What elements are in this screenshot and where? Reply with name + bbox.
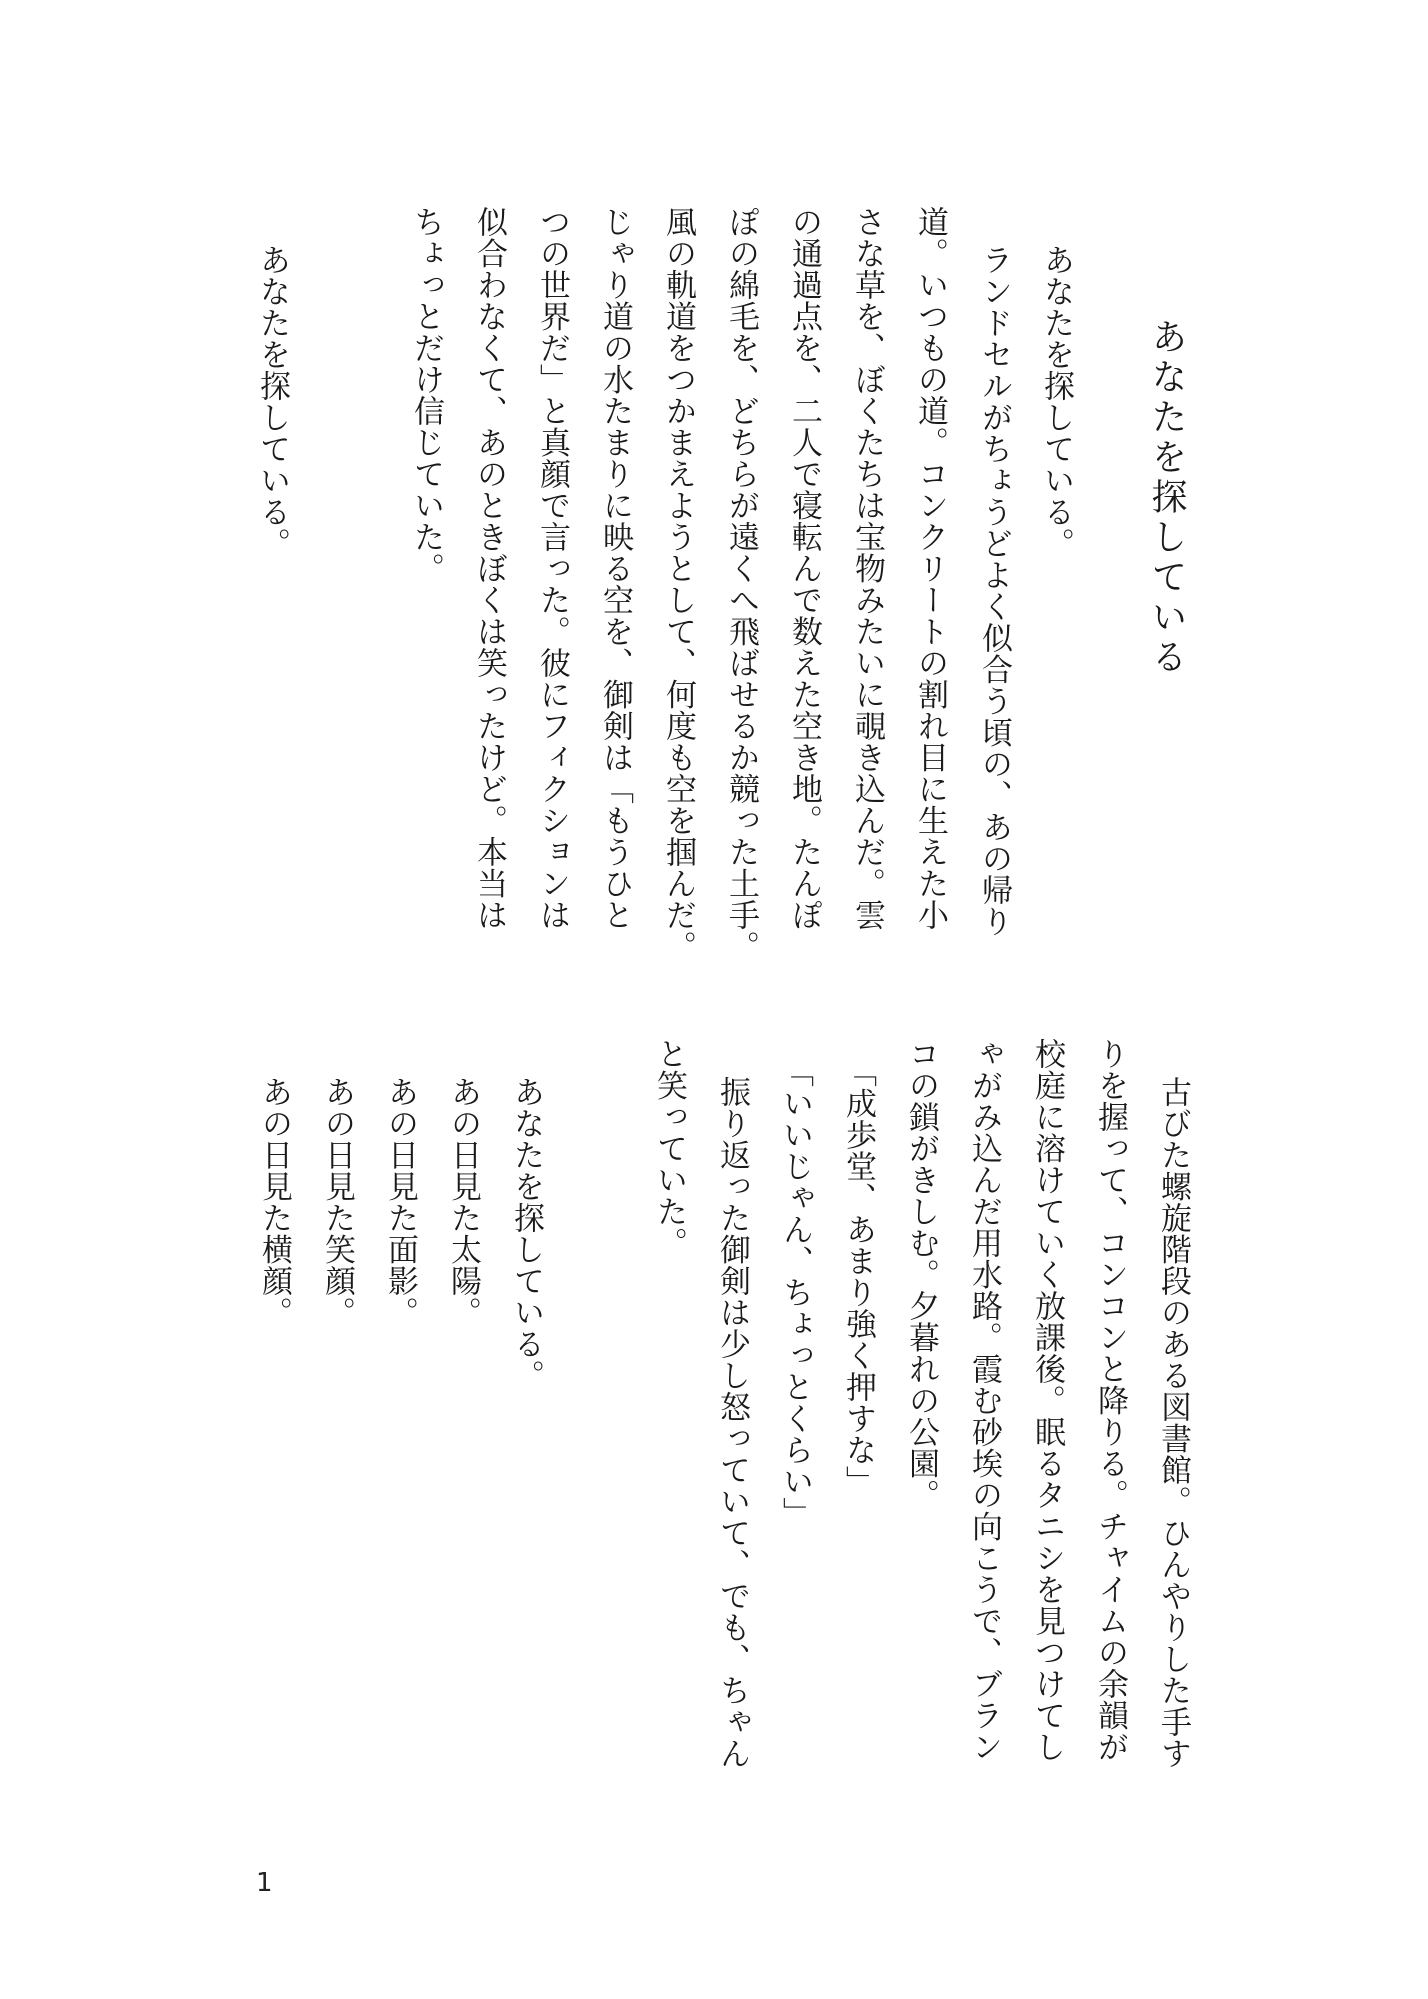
text-line: あの日見た太陽。 xyxy=(445,1076,481,1328)
text-line: 似合わなくて、あのときぼくは笑ったけど。本当は xyxy=(471,206,507,931)
text-line: ぽの綿毛を、どちらが遠くへ飛ばせるか競った土手。 xyxy=(723,206,759,962)
text-line: さな草を、ぼくたちは宝物みたいに覗き込んだ。雲 xyxy=(849,206,885,931)
text-line: ランドセルがちょうどよく似合う頃の、あの帰り xyxy=(976,244,1012,937)
text-line: ゃがみ込んだ用水路。霞む砂埃の向こうで、ブラン xyxy=(966,1038,1002,1763)
text-line: 古びた螺旋階段のある図書館。ひんやりした手す xyxy=(1155,1076,1191,1769)
text-line: 「成歩堂、あまり強く押すな」 xyxy=(840,1056,876,1497)
text-line: 振り返った御剣は少し怒っていて、でも、ちゃん xyxy=(714,1076,750,1769)
text-line: じゃり道の水たまりに映る空を、御剣は「もうひと xyxy=(597,206,633,931)
text-line: あの日見た横顔。 xyxy=(256,1076,292,1328)
text-line: ちょっとだけ信じていた。 xyxy=(408,206,444,584)
text-line: あの日見た笑顔。 xyxy=(319,1076,355,1328)
text-line: の通過点を、二人で寝転んで数えた空き地。たんぽ xyxy=(786,206,822,931)
page-number: 1 xyxy=(256,1868,273,1898)
text-line: つの世界だ」と真顔で言った。彼にフィクションは xyxy=(534,206,570,931)
text-line: 「いいじゃん、ちょっとくらい」 xyxy=(777,1056,813,1529)
text-line: コの鎖がきしむ。夕暮れの公園。 xyxy=(903,1038,939,1511)
text-line: あなたを探している。 xyxy=(508,1076,544,1391)
text-line: あの日見た面影。 xyxy=(382,1076,418,1328)
text-line: 道。いつもの道。コンクリートの割れ目に生えた小 xyxy=(912,206,948,931)
text-line: と笑っていた。 xyxy=(651,1038,687,1259)
text-line: あなたを探している。 xyxy=(1038,244,1074,559)
text-line: あなたを探している。 xyxy=(254,244,290,559)
text-line: 風の軌道をつかまえようとして、何度も空を掴んだ。 xyxy=(660,206,696,962)
page-title: あなたを探している xyxy=(1146,318,1187,678)
text-line: 校庭に溶けていく放課後。眠るタニシを見つけてし xyxy=(1029,1038,1065,1763)
text-line: りを握って、コンコンと降りる。チャイムの余韻が xyxy=(1092,1038,1128,1763)
